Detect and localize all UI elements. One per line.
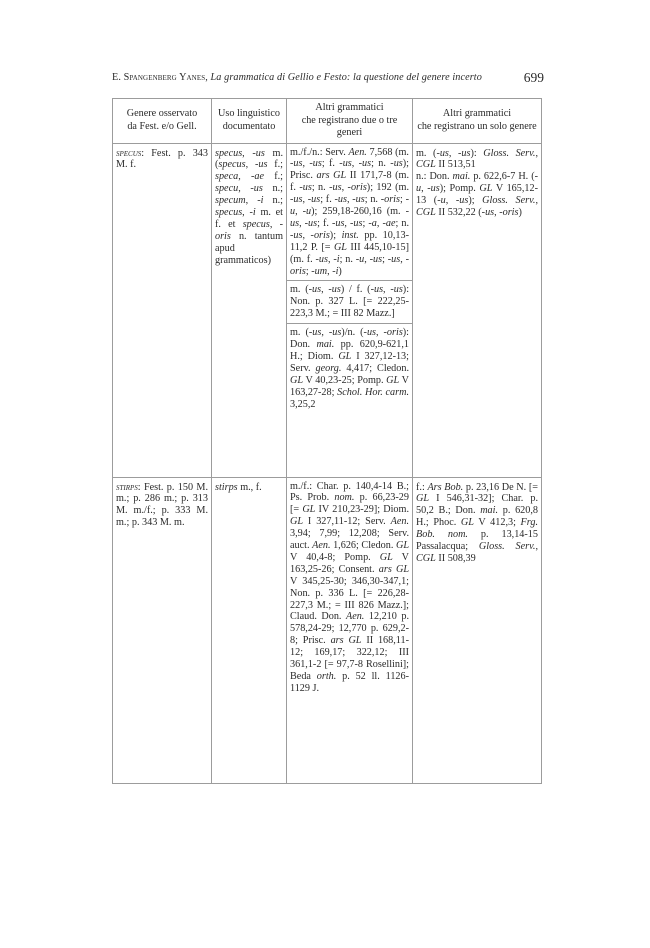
page-number: 699	[523, 70, 544, 85]
column-header-usage: Uso linguistico documentato	[212, 99, 287, 144]
table-header-row	[113, 99, 542, 144]
lemma: stirps	[116, 481, 138, 493]
multi-genre-block: m. (-us, -us)/n. (-us, -oris): Don. mai. pp. 620,9-621,1 H.; Diom. GL I 327,12-13; Serv. georg. 4,417; Cledon. GL V 40,23-25; Pomp. GL V 163,27-28; Schol. Hor. carm. 3,25,2	[287, 323, 412, 413]
genre-cell	[113, 477, 212, 783]
multi-genre-cell	[287, 477, 413, 783]
single-genre-cell: m. (-us, -us): Gloss. Serv., CGL II 513,51 n.: Don. mai. p. 622,6-7 H. (-u, -us); Pomp. GL V 165,12-13 (-u, -us); Gloss. Serv., CGL II 532,22 (-us, -oris)	[413, 143, 542, 477]
column-header-single-genre-grammarians: Altri grammatici che registrano un solo genere	[413, 99, 542, 144]
running-head-author: E. Spangenberg Yanes,	[112, 72, 208, 83]
running-head-text	[112, 72, 482, 83]
multi-genre-block: m./f./n.: Serv. Aen. 7,568 (m. -us, -us; f. -us, -us; n. -us); Prisc. ars GL II 171,7-8 (m. f. -us; n. -us, -oris); 192 (m. -us, -us; f. -us, -us; n. -oris; -u, -u); 259,18-260,16 (m. -us, -us; f. -us, -us; -a, -ae; n. -us, -oris); inst. pp. 10,13-11,2 P. [= GL III 445,10-15] (m. f. -us, -i; n. -u, -us; -us, -oris; -um, -i)	[290, 146, 410, 277]
multi-genre-block: m./f.: Char. p. 140,4-14 B.; Ps. Prob. nom. p. 66,23-29 [= GL IV 210,23-29]; Diom. GL I 327,11-12; Serv. Aen. 3,94; 7,99; 12,208; Serv. auct. Aen. 1,626; Cledon. GL V 40,4-8; Pomp. GL V 163,25-26; Consent. ars GL V 345,25-30; 346,30-347,1; Non. p. 336 L. [= 226,28-227,3 M.; = III 826 Mazz.]; Claud. Don. Aen. 12,210 p. 578,24-29; 12,770 p. 629,2-8; Prisc. ars GL II 168,11-12; 169,17; 322,12; III 361,1-2 [= 97,7-8 Rosellini]; Beda orth. p. 52 ll. 1126-1129 J.	[290, 480, 410, 694]
multi-genre-cell	[287, 143, 413, 477]
genre-cell	[113, 143, 212, 477]
running-head-title: La grammatica di Gellio e Festo: la questione del genere incerto	[210, 72, 482, 83]
table-row	[113, 143, 542, 477]
usage-cell: specus, -us m. (specus, -us f.; speca, -ae f.; specu, -us n.; specum, -i n.; specus, -i m. et f. et specus, -oris n. tantum apud grammaticos)	[212, 143, 287, 477]
genre-source: : Fest. p. 150 M. m.; p. 286 m.; p. 313 M. m./f.; p. 333 M. m.; p. 343 M. m.	[116, 481, 208, 529]
column-header-multi-genre-grammarians: Altri grammatici che registrano due o tre generi	[287, 99, 413, 144]
gender-table	[112, 98, 542, 784]
single-genre-cell: f.: Ars Bob. p. 23,16 De N. [= GL I 546,31-32]; Char. p. 50,2 B.; Don. mai. p. 620,8 H.; Phoc. GL V 412,3; Frg. Bob. nom. p. 13,14-15 Passalacqua; Gloss. Serv., CGL II 508,39	[413, 477, 542, 783]
genre-source: : Fest. p. 343 M. f.	[116, 147, 208, 171]
table-row	[113, 477, 542, 783]
lemma: specus	[116, 147, 142, 159]
multi-genre-block: m. (-us, -us) / f. (-us, -us): Non. p. 327 L. [= 222,25-223,3 M.; = III 82 Mazz.]	[287, 280, 412, 323]
usage-cell: stirps m., f.	[212, 477, 287, 783]
column-header-observed-genre: Genere osservato da Fest. e/o Gell.	[113, 99, 212, 144]
running-head	[112, 70, 544, 86]
